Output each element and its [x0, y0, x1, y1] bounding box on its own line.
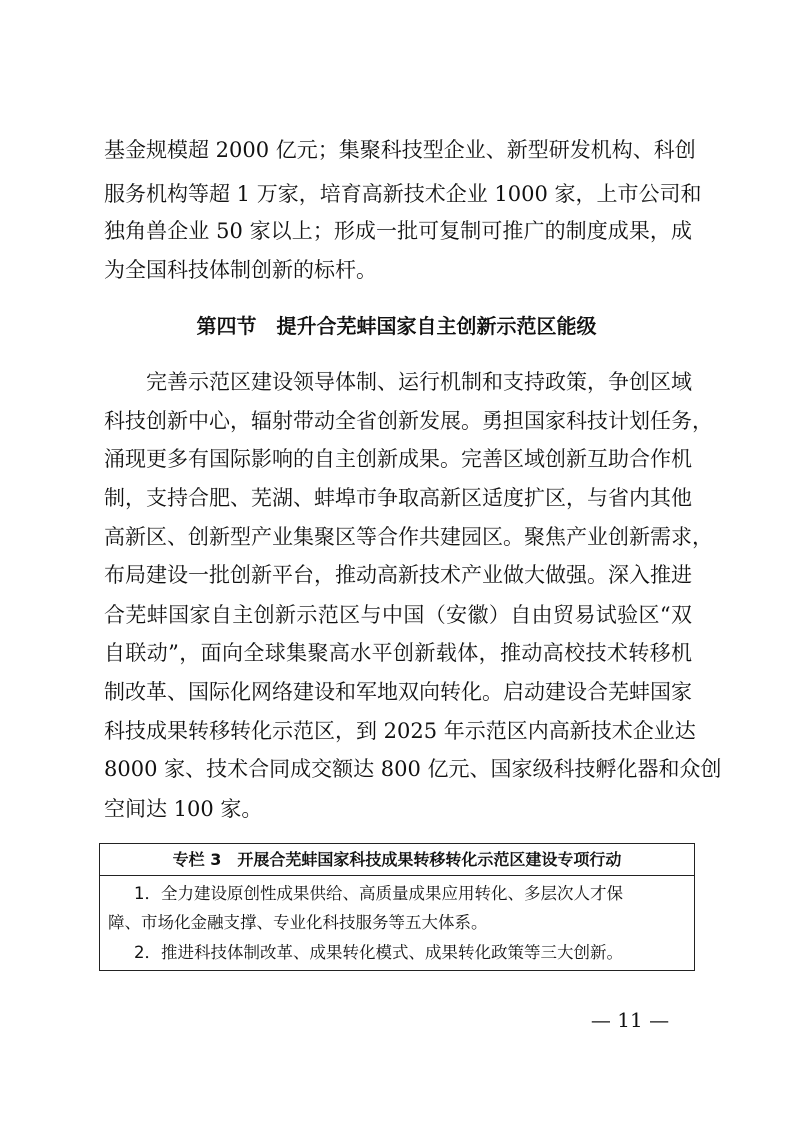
paragraph-2-line-2: 科技创新中心，辐射带动全省创新发展。勇担国家科技计划任务， [104, 409, 713, 433]
special-column-title: 专栏 3 开展合芜蚌国家科技成果转移转化示范区建设专项行动 [100, 844, 694, 876]
paragraph-1-line-2: 服务机构等超 1 万家，培育高新技术企业 1000 家，上市公司和 [104, 182, 702, 206]
paragraph-2-line-6: 布局建设一批创新平台，推动高新技术产业做大做强。深入推进 [104, 563, 692, 587]
special-column-item-1-line-1: 1．全力建设原创性成果供给、高质量成果应用转化、多层次人才保 [134, 884, 623, 903]
paragraph-2-line-1: 完善示范区建设领导体制、运行机制和支持政策，争创区域 [146, 370, 692, 394]
paragraph-2-line-12: 空间达 100 家。 [104, 797, 263, 821]
paragraph-2-line-5: 高新区、创新型产业集聚区等合作共建园区。聚焦产业创新需求， [104, 525, 713, 549]
paragraph-2-line-3: 涌现更多有国际影响的自主创新成果。完善区域创新互助合作机 [104, 447, 692, 471]
paragraph-2-line-7: 合芜蚌国家自主创新示范区与中国（安徽）自由贸易试验区“双 [104, 603, 692, 627]
special-column-item-2: 2．推进科技体制改革、成果转化模式、成果转化政策等三大创新。 [134, 943, 623, 962]
paragraph-2-line-10: 科技成果转移转化示范区，到 2025 年示范区内高新技术企业达 [104, 719, 696, 743]
special-column-box [99, 843, 695, 971]
paragraph-1-line-3: 独角兽企业 50 家以上；形成一批可复制可推广的制度成果，成 [104, 219, 692, 243]
page-number: — 11 — [590, 1008, 670, 1032]
paragraph-2-line-11: 8000 家、技术合同成交额达 800 亿元、国家级科技孵化器和众创 [104, 757, 722, 781]
paragraph-2-line-8: 自联动”，面向全球集聚高水平创新载体，推动高校技术转移机 [104, 641, 692, 665]
special-column-item-1-line-2: 障、市场化金融支撑、专业化科技服务等五大体系。 [108, 913, 488, 932]
paragraph-1-line-1: 基金规模超 2000 亿元；集聚科技型企业、新型研发机构、科创 [104, 138, 696, 162]
section-heading: 第四节 提升合芜蚌国家自主创新示范区能级 [196, 314, 597, 338]
paragraph-1-line-4: 为全国科技体制创新的标杆。 [104, 258, 377, 282]
paragraph-2-line-4: 制，支持合肥、芜湖、蚌埠市争取高新区适度扩区，与省内其他 [104, 486, 692, 510]
paragraph-2-line-9: 制改革、国际化网络建设和军地双向转化。启动建设合芜蚌国家 [104, 680, 692, 704]
